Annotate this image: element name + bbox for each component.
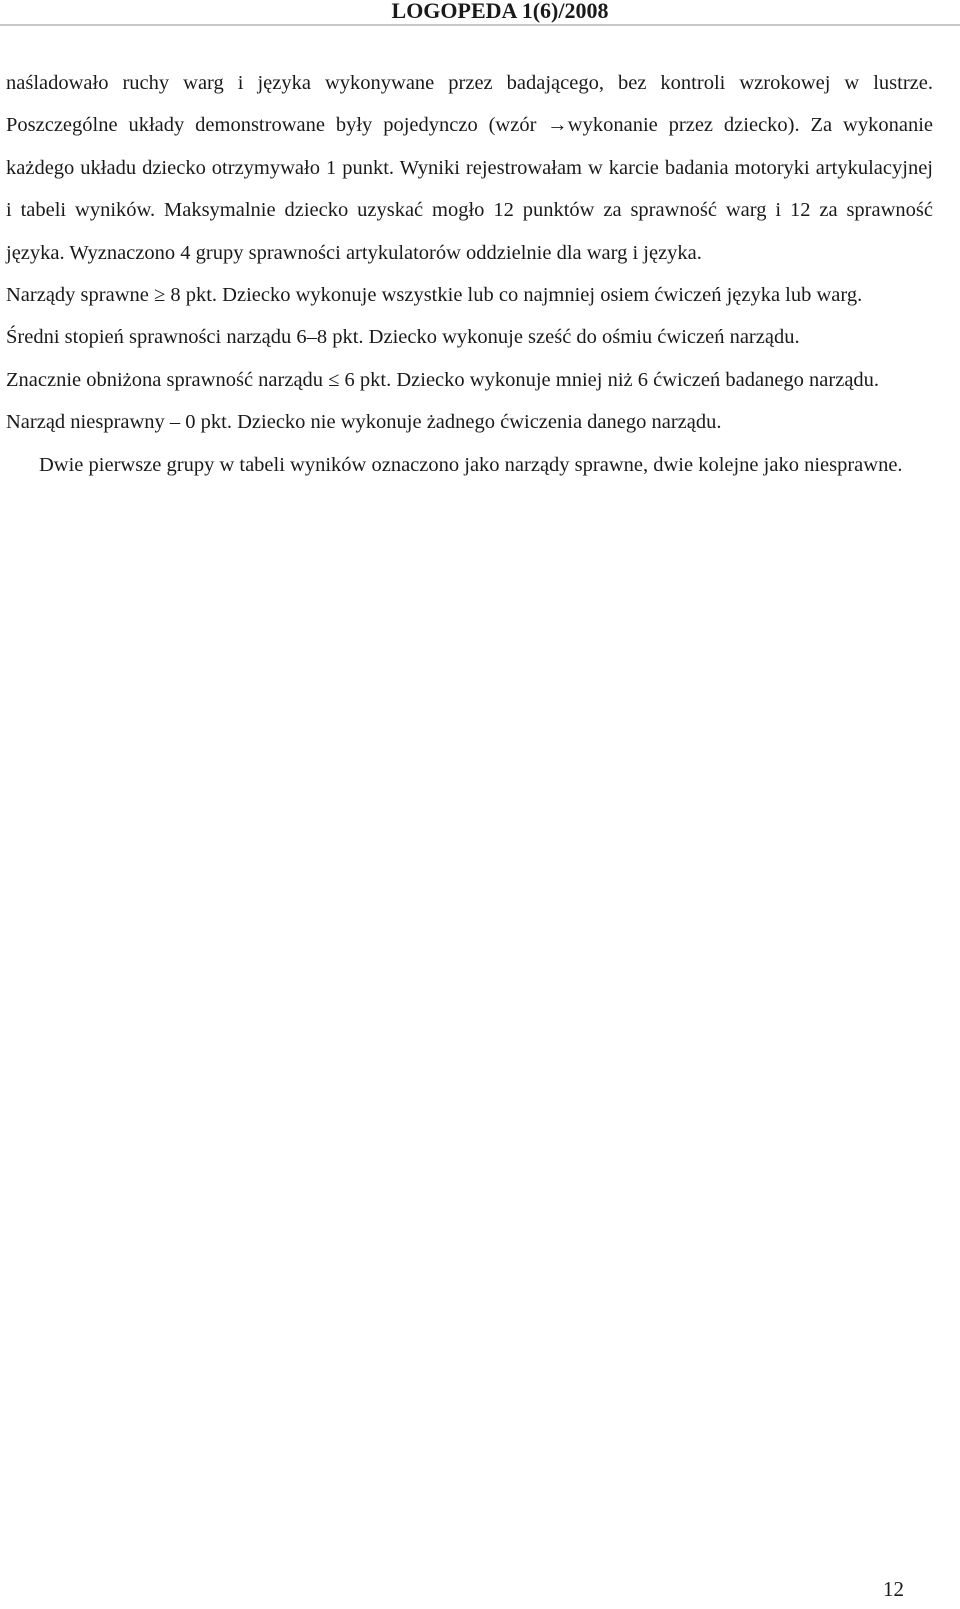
header-divider <box>0 24 960 26</box>
group-unfit-organ: Narząd niesprawny – 0 pkt. Dziecko nie wykonuje żadnego ćwiczenia danego narządu. <box>6 411 722 434</box>
group-reduced-fitness: Znacznie obniżona sprawność narządu ≤ 6 pkt. Dziecko wykonuje mniej niż 6 ćwiczeń badanego narządu. <box>6 368 880 391</box>
paragraph-method: naśladowało ruchy warg i języka wykonywane przez badającego, bez kontroli wzrokowej w lustrze. Poszczególne układy demonstrowane były pojedynczo (wzór →wykonanie przez dziecko). Za wykonanie każdego układu dziecko otrzymywało 1 punkt. Wyniki rejestrowałam w karcie badania motoryki artykulacyjnej i tabeli wyników. Maksymalnie dziecko uzyskać mogło 12 punktów za sprawność warg i 12 za sprawność języka. Wyznaczono 4 grupy sprawności artykulatorów oddzielnie dla warg i języka. <box>6 72 933 264</box>
paragraph-summary: Dwie pierwsze grupy w tabeli wyników oznaczono jako narządy sprawne, dwie kolejne jako niesprawne. <box>39 453 903 476</box>
article-body <box>6 62 933 486</box>
page-number: 12 <box>883 1577 904 1601</box>
group-medium-fitness: Średni stopień sprawności narządu 6–8 pkt. Dziecko wykonuje sześć do ośmiu ćwiczeń narządu. <box>6 326 800 349</box>
journal-title: LOGOPEDA 1(6)/2008 <box>391 0 609 23</box>
group-fit-organs: Narządy sprawne ≥ 8 pkt. Dziecko wykonuje wszystkie lub co najmniej osiem ćwiczeń języka lub warg. <box>6 284 863 307</box>
running-header <box>0 0 960 24</box>
